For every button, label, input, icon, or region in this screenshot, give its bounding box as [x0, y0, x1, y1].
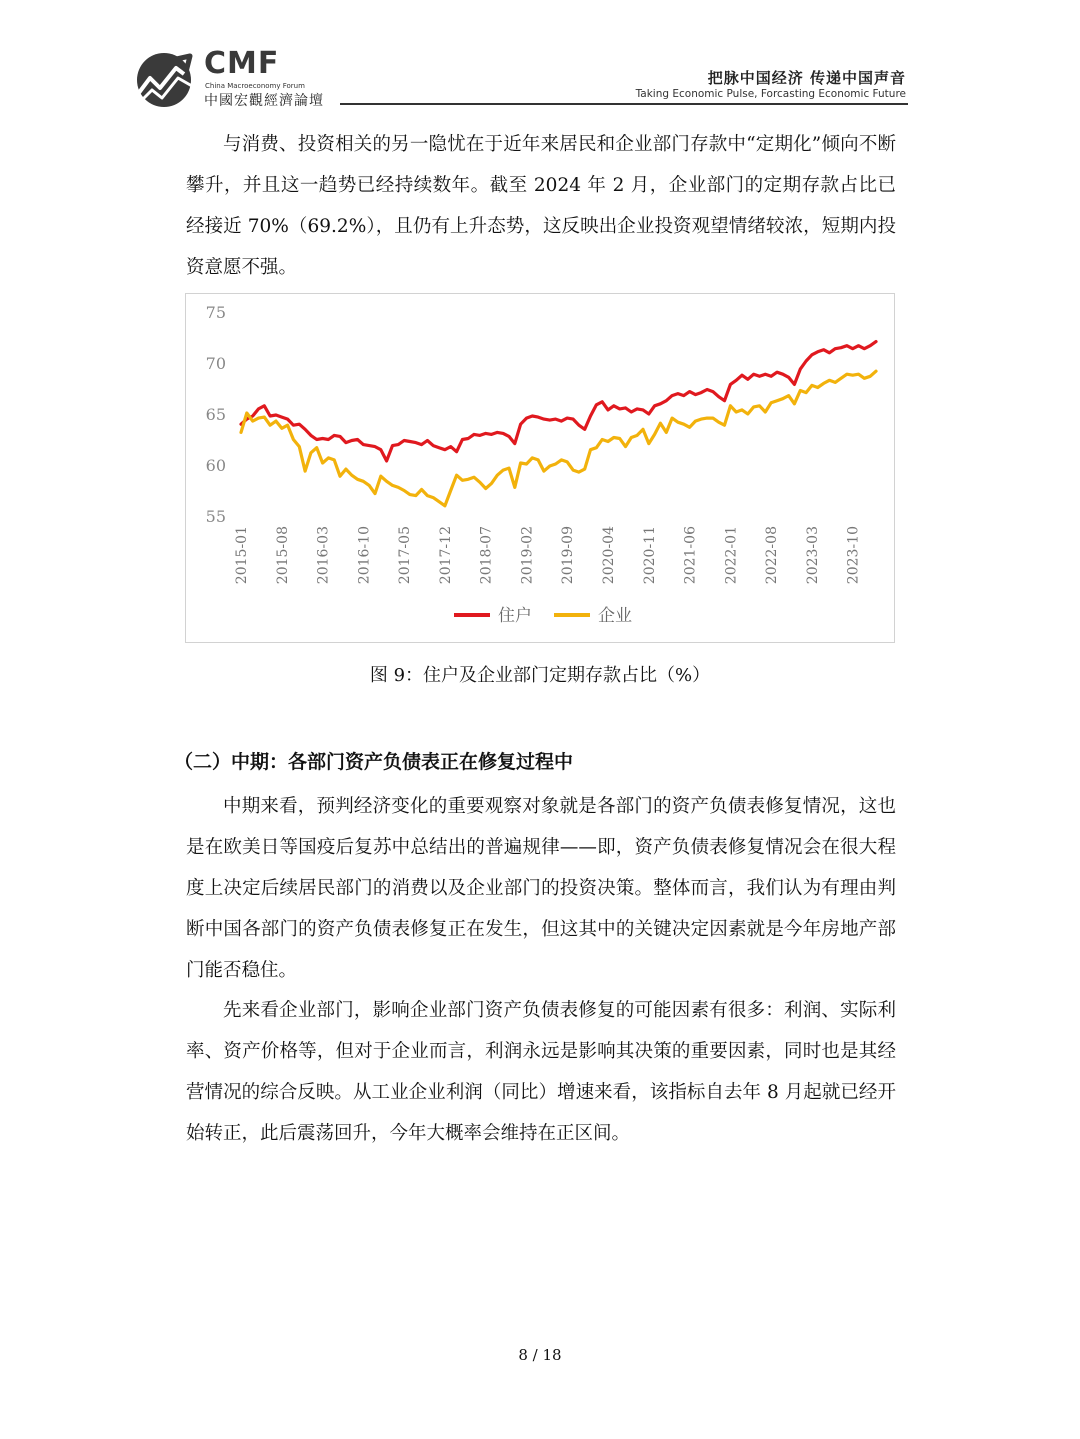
data-point	[677, 393, 679, 395]
data-point	[735, 379, 737, 381]
data-point	[625, 407, 627, 409]
data-point	[333, 435, 335, 437]
data-point	[566, 417, 568, 419]
data-point	[724, 400, 726, 402]
header-divider	[340, 103, 908, 105]
data-point	[322, 462, 324, 464]
data-point	[485, 488, 487, 490]
data-point	[549, 465, 551, 467]
data-point	[718, 421, 720, 423]
data-point	[642, 428, 644, 430]
page-number: 8 / 18	[518, 1346, 562, 1364]
data-point	[712, 417, 714, 419]
y-tick-label: 70	[205, 354, 226, 373]
data-point	[648, 443, 650, 445]
data-point	[852, 374, 854, 376]
data-point	[834, 348, 836, 350]
data-point	[281, 416, 283, 418]
data-point	[829, 352, 831, 354]
data-point	[671, 395, 673, 397]
data-point	[799, 390, 801, 392]
data-point	[491, 483, 493, 485]
data-point	[275, 420, 277, 422]
data-point	[601, 401, 603, 403]
data-point	[467, 438, 469, 440]
data-point	[619, 438, 621, 440]
data-point	[660, 403, 662, 405]
data-point	[636, 435, 638, 437]
data-point	[665, 400, 667, 402]
data-point	[543, 470, 545, 472]
data-point	[654, 434, 656, 436]
data-point	[304, 428, 306, 430]
data-point	[630, 437, 632, 439]
enterprise-paragraph: 先来看企业部门，影响企业部门资产负债表修复的可能因素有很多：利润、实际利率、资产价格等，但对于企业而言，利润永远是影响其决策的重要因素，同时也是其经营情况的综合反映。从工业企业利润（同比）增速来看，该指标自去年 8 月起就已经开始转正，此后震荡回升，今年大概率会维持在正区间。	[186, 1000, 896, 1144]
data-point	[485, 433, 487, 435]
data-point	[275, 414, 277, 416]
data-point	[823, 349, 825, 351]
x-tick-label: 2021-06	[682, 526, 699, 585]
data-point	[834, 382, 836, 384]
data-point	[432, 497, 434, 499]
data-point	[362, 480, 364, 482]
data-point	[695, 394, 697, 396]
x-tick-label: 2016-03	[315, 526, 332, 585]
data-point	[753, 406, 755, 408]
data-point	[374, 446, 376, 448]
data-point	[467, 478, 469, 480]
data-point	[473, 476, 475, 478]
data-point	[397, 444, 399, 446]
data-point	[432, 445, 434, 447]
x-tick-label: 2023-10	[845, 526, 862, 585]
data-point	[747, 413, 749, 415]
x-tick-label: 2020-04	[601, 526, 618, 585]
data-point	[258, 417, 260, 419]
data-point	[479, 435, 481, 437]
data-point	[578, 471, 580, 473]
data-point	[508, 467, 510, 469]
header-slogan-cn: 把脉中国经济 传递中国声音	[707, 69, 906, 87]
series-line-enterprise	[241, 371, 876, 506]
data-point	[823, 383, 825, 385]
data-point	[718, 396, 720, 398]
data-point	[648, 413, 650, 415]
data-point	[846, 373, 848, 375]
medium-term-paragraph: 中期来看，预判经济变化的重要观察对象就是各部门的资产负债表修复情况，这也是在欧美日等国疫后复苏中总结出的普遍规律——即，资产负债表修复情况会在很大程度上决定后续居民部门的消费以及企业部门的投资决策。整体而言，我们认为有理由判断中国各部门的资产负债表修复正在发生，但这其中的关键决定因素就是今年房地产部门能否稳住。	[186, 796, 896, 981]
data-point	[805, 360, 807, 362]
data-point	[794, 384, 796, 386]
data-point	[572, 469, 574, 471]
x-tick-label: 2022-08	[764, 526, 781, 585]
data-point	[799, 368, 801, 370]
data-point	[281, 427, 283, 429]
data-point	[863, 348, 865, 350]
data-point	[438, 501, 440, 503]
data-point	[788, 395, 790, 397]
legend-label: 住户	[498, 606, 532, 626]
data-point	[689, 426, 691, 428]
data-point	[817, 351, 819, 353]
data-point	[689, 391, 691, 393]
data-point	[607, 409, 609, 411]
data-point	[328, 457, 330, 459]
data-point	[572, 418, 574, 420]
data-point	[496, 432, 498, 434]
data-point	[782, 398, 784, 400]
data-point	[427, 495, 429, 497]
data-point	[829, 379, 831, 381]
data-point	[386, 480, 388, 482]
x-tick-label: 2017-12	[437, 526, 454, 585]
data-point	[438, 447, 440, 449]
data-point	[508, 436, 510, 438]
data-point	[788, 376, 790, 378]
data-point	[333, 459, 335, 461]
data-point	[456, 451, 458, 453]
data-point	[246, 412, 248, 414]
series-line-household	[241, 342, 876, 461]
data-point	[561, 420, 563, 422]
x-tick-label: 2016-10	[356, 526, 373, 585]
data-point	[543, 418, 545, 420]
data-point	[840, 347, 842, 349]
data-point	[613, 405, 615, 407]
x-tick-label: 2015-01	[234, 526, 250, 585]
intro-paragraph: 与消费、投资相关的另一隐忧在于近年来居民和企业部门存款中“定期化”倾向不断攀升，并且这一趋势已经持续数年。截至 2024 年 2 月，企业部门的定期存款占比已经接近 70%（69.2%），且仍有上升态势，这反映出企业投资观望情绪较浓，短期内投资意愿不强。	[186, 134, 896, 278]
data-point	[782, 373, 784, 375]
data-point	[403, 490, 405, 492]
data-point	[496, 474, 498, 476]
data-point	[712, 391, 714, 393]
data-point	[450, 446, 452, 448]
data-point	[537, 459, 539, 461]
data-point	[310, 452, 312, 454]
data-point	[263, 416, 265, 418]
data-point	[770, 402, 772, 404]
data-point	[380, 475, 382, 477]
data-point	[328, 439, 330, 441]
x-tick-label: 2017-05	[397, 526, 414, 585]
data-point	[776, 400, 778, 402]
logo-subtitle-cn: 中國宏觀經濟論壇	[204, 93, 324, 109]
data-point	[706, 417, 708, 419]
data-point	[811, 385, 813, 387]
data-point	[339, 436, 341, 438]
data-point	[339, 475, 341, 477]
data-point	[409, 494, 411, 496]
data-point	[566, 461, 568, 463]
data-point	[421, 444, 423, 446]
data-point	[462, 479, 464, 481]
data-point	[671, 417, 673, 419]
data-point	[368, 485, 370, 487]
data-point	[409, 441, 411, 443]
data-point	[578, 424, 580, 426]
data-point	[526, 417, 528, 419]
data-point	[730, 405, 732, 407]
data-point	[625, 446, 627, 448]
data-point	[863, 377, 865, 379]
data-point	[735, 411, 737, 413]
logo-subtitle-en: China Macroeconomy Forum	[205, 82, 305, 90]
data-point	[298, 423, 300, 425]
data-point	[770, 375, 772, 377]
data-point	[561, 459, 563, 461]
data-point	[642, 409, 644, 411]
data-point	[660, 422, 662, 424]
data-point	[590, 415, 592, 417]
data-point	[421, 489, 423, 491]
data-point	[630, 411, 632, 413]
data-point	[677, 421, 679, 423]
data-point	[869, 345, 871, 347]
data-point	[596, 404, 598, 406]
data-point	[392, 485, 394, 487]
data-point	[293, 424, 295, 426]
data-point	[345, 442, 347, 444]
data-point	[316, 439, 318, 441]
x-tick-label: 2020-11	[641, 526, 658, 585]
data-point	[269, 415, 271, 417]
data-point	[741, 374, 743, 376]
x-tick-label: 2018-07	[478, 526, 495, 585]
data-point	[473, 434, 475, 436]
data-point	[403, 440, 405, 442]
data-point	[584, 468, 586, 470]
cmf-logo-icon	[132, 50, 196, 108]
x-tick-label: 2019-09	[560, 526, 577, 585]
data-point	[613, 437, 615, 439]
data-point	[753, 373, 755, 375]
data-point	[240, 432, 242, 434]
data-point	[811, 354, 813, 356]
data-point	[462, 439, 464, 441]
data-point	[386, 460, 388, 462]
data-point	[316, 447, 318, 449]
data-point	[502, 433, 504, 435]
data-point	[840, 377, 842, 379]
data-point	[287, 418, 289, 420]
data-point	[479, 481, 481, 483]
data-point	[380, 449, 382, 451]
data-point	[590, 449, 592, 451]
data-point	[875, 341, 877, 343]
data-point	[636, 408, 638, 410]
data-point	[252, 420, 254, 422]
data-point	[444, 505, 446, 507]
data-point	[764, 411, 766, 413]
data-point	[724, 424, 726, 426]
data-point	[706, 389, 708, 391]
data-point	[555, 463, 557, 465]
data-point	[537, 416, 539, 418]
data-point	[759, 375, 761, 377]
data-point	[310, 435, 312, 437]
data-point	[846, 345, 848, 347]
data-point	[514, 443, 516, 445]
deposit-ratio-chart	[185, 293, 895, 643]
data-point	[869, 375, 871, 377]
section-title: （二）中期：各部门资产负债表正在修复过程中	[174, 751, 574, 773]
data-point	[730, 384, 732, 386]
data-point	[531, 457, 533, 459]
data-point	[357, 478, 359, 480]
data-point	[298, 446, 300, 448]
data-point	[345, 468, 347, 470]
data-point	[427, 440, 429, 442]
data-point	[520, 423, 522, 425]
data-point	[258, 408, 260, 410]
data-point	[293, 439, 295, 441]
data-point	[805, 392, 807, 394]
data-point	[875, 370, 877, 372]
data-point	[549, 419, 551, 421]
data-point	[415, 442, 417, 444]
data-point	[700, 418, 702, 420]
data-point	[607, 441, 609, 443]
data-point	[794, 403, 796, 405]
y-tick-label: 60	[205, 456, 226, 475]
x-tick-label: 2023-03	[804, 526, 821, 585]
figure-caption: 图 9：住户及企业部门定期存款占比（%）	[369, 665, 711, 686]
data-point	[351, 474, 353, 476]
y-tick-label: 75	[205, 303, 226, 322]
data-point	[374, 493, 376, 495]
data-point	[514, 487, 516, 489]
data-point	[683, 395, 685, 397]
data-point	[269, 424, 271, 426]
data-point	[415, 495, 417, 497]
data-point	[252, 415, 254, 417]
data-point	[741, 409, 743, 411]
y-tick-label: 65	[205, 405, 226, 424]
data-point	[683, 423, 685, 425]
data-point	[665, 432, 667, 434]
data-point	[852, 348, 854, 350]
data-point	[502, 469, 504, 471]
data-point	[584, 428, 586, 430]
data-point	[444, 449, 446, 451]
data-point	[764, 373, 766, 375]
y-tick-label: 55	[205, 507, 226, 526]
data-point	[619, 408, 621, 410]
data-point	[596, 447, 598, 449]
data-point	[654, 405, 656, 407]
data-point	[700, 392, 702, 394]
data-point	[392, 445, 394, 447]
data-point	[776, 371, 778, 373]
page-header	[0, 0, 1080, 120]
data-point	[450, 490, 452, 492]
data-point	[858, 373, 860, 375]
data-point	[263, 405, 265, 407]
logo-title: CMF	[204, 46, 280, 81]
data-point	[526, 463, 528, 465]
data-point	[555, 418, 557, 420]
data-point	[817, 387, 819, 389]
legend-label: 企业	[598, 606, 632, 626]
data-point	[491, 434, 493, 436]
data-point	[368, 445, 370, 447]
data-point	[304, 470, 306, 472]
data-point	[747, 378, 749, 380]
x-tick-label: 2015-08	[274, 526, 291, 585]
data-point	[759, 405, 761, 407]
data-point	[456, 474, 458, 476]
data-point	[858, 345, 860, 347]
data-point	[695, 420, 697, 422]
header-slogan-en: Taking Economic Pulse, Forcasting Economic Future	[635, 88, 906, 100]
data-point	[351, 440, 353, 442]
x-tick-label: 2022-01	[723, 526, 740, 585]
data-point	[362, 444, 364, 446]
x-tick-label: 2019-02	[519, 526, 536, 585]
chart-svg	[186, 294, 894, 642]
data-point	[322, 438, 324, 440]
data-point	[357, 439, 359, 441]
data-point	[520, 462, 522, 464]
data-point	[601, 439, 603, 441]
data-point	[397, 487, 399, 489]
data-point	[531, 415, 533, 417]
data-point	[287, 424, 289, 426]
